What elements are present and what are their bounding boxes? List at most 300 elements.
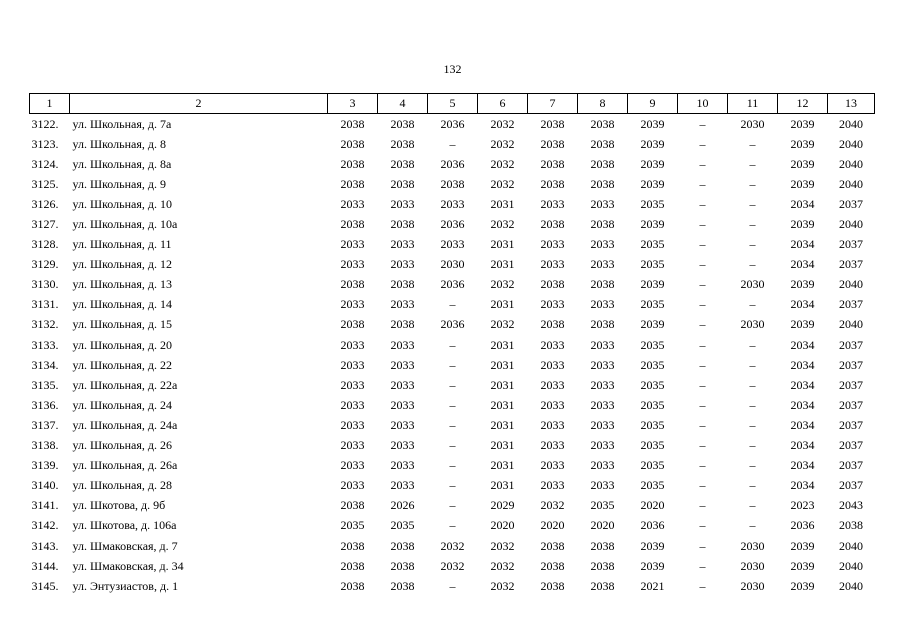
address-cell: ул. Шмаковская, д. 7 bbox=[72, 538, 178, 553]
value-cell: 2032 bbox=[490, 156, 515, 171]
value-cell: 2037 bbox=[839, 257, 863, 272]
value-cell: 2038 bbox=[540, 156, 565, 171]
value-cell: – bbox=[449, 498, 456, 513]
value-cell: 2037 bbox=[839, 377, 863, 392]
value-cell: – bbox=[749, 478, 756, 493]
value-cell: 2038 bbox=[540, 176, 565, 191]
value-cell: 2038 bbox=[390, 116, 415, 131]
address-cell: ул. Школьная, д. 10 bbox=[72, 196, 172, 211]
value-cell: 2037 bbox=[839, 478, 863, 493]
value-cell: 2033 bbox=[390, 196, 415, 211]
table-row bbox=[30, 576, 875, 596]
value-cell: 2039 bbox=[790, 156, 815, 171]
value-cell: 2033 bbox=[390, 397, 415, 412]
column-header-6: 6 bbox=[478, 94, 528, 114]
value-cell: 2038 bbox=[590, 277, 615, 292]
value-cell: 2034 bbox=[790, 337, 815, 352]
address-cell: ул. Школьная, д. 12 bbox=[72, 257, 172, 272]
column-header-10: 10 bbox=[678, 94, 728, 114]
table-row bbox=[30, 154, 875, 174]
value-cell: 2032 bbox=[490, 116, 515, 131]
table-row bbox=[30, 556, 875, 576]
value-cell: 2036 bbox=[790, 518, 815, 533]
value-cell: 2034 bbox=[790, 257, 815, 272]
value-cell: 2033 bbox=[590, 337, 615, 352]
value-cell: 2033 bbox=[590, 257, 615, 272]
table-row bbox=[30, 114, 875, 135]
value-cell: 2033 bbox=[540, 377, 565, 392]
value-cell: 2040 bbox=[839, 558, 863, 573]
value-cell: 2038 bbox=[340, 277, 365, 292]
value-cell: 2040 bbox=[839, 538, 863, 553]
value-cell: 2038 bbox=[540, 277, 565, 292]
row-number: 3125. bbox=[31, 176, 59, 191]
value-cell: 2032 bbox=[490, 176, 515, 191]
value-cell: 2033 bbox=[590, 237, 615, 252]
value-cell: 2038 bbox=[340, 317, 365, 332]
value-cell: 2038 bbox=[390, 136, 415, 151]
value-cell: 2033 bbox=[340, 357, 365, 372]
table-row bbox=[30, 395, 875, 415]
value-cell: 2032 bbox=[490, 317, 515, 332]
value-cell: 2040 bbox=[839, 136, 863, 151]
address-cell: ул. Шкотова, д. 106а bbox=[72, 518, 177, 533]
value-cell: 2038 bbox=[590, 558, 615, 573]
value-cell: 2037 bbox=[839, 297, 863, 312]
value-cell: 2040 bbox=[839, 317, 863, 332]
value-cell: 2033 bbox=[390, 237, 415, 252]
value-cell: – bbox=[699, 458, 706, 473]
value-cell: 2039 bbox=[640, 558, 665, 573]
row-number: 3136. bbox=[31, 397, 59, 412]
value-cell: 2038 bbox=[390, 176, 415, 191]
value-cell: 2033 bbox=[340, 237, 365, 252]
value-cell: – bbox=[699, 176, 706, 191]
row-number: 3128. bbox=[31, 237, 59, 252]
value-cell: – bbox=[699, 518, 706, 533]
value-cell: 2037 bbox=[839, 438, 863, 453]
value-cell: 2033 bbox=[440, 196, 465, 211]
value-cell: 2038 bbox=[340, 578, 365, 593]
address-cell: ул. Школьная, д. 24 bbox=[72, 397, 172, 412]
column-header-11: 11 bbox=[728, 94, 778, 114]
value-cell: 2030 bbox=[740, 116, 765, 131]
value-cell: 2038 bbox=[540, 317, 565, 332]
value-cell: 2039 bbox=[790, 116, 815, 131]
value-cell: 2040 bbox=[839, 176, 863, 191]
value-cell: – bbox=[749, 357, 756, 372]
table-row bbox=[30, 295, 875, 315]
value-cell: 2035 bbox=[640, 257, 665, 272]
column-header-4: 4 bbox=[378, 94, 428, 114]
value-cell: 2036 bbox=[440, 277, 465, 292]
value-cell: – bbox=[449, 578, 456, 593]
value-cell: 2033 bbox=[340, 438, 365, 453]
value-cell: 2039 bbox=[640, 317, 665, 332]
table-row bbox=[30, 235, 875, 255]
value-cell: – bbox=[699, 498, 706, 513]
row-number: 3123. bbox=[31, 136, 59, 151]
value-cell: 2020 bbox=[490, 518, 515, 533]
row-number: 3134. bbox=[31, 357, 59, 372]
value-cell: 2031 bbox=[490, 397, 515, 412]
value-cell: – bbox=[699, 196, 706, 211]
table-row bbox=[30, 315, 875, 335]
value-cell: – bbox=[449, 438, 456, 453]
value-cell: – bbox=[699, 337, 706, 352]
value-cell: 2038 bbox=[590, 538, 615, 553]
value-cell: 2033 bbox=[440, 237, 465, 252]
value-cell: 2039 bbox=[790, 176, 815, 191]
row-number: 3141. bbox=[31, 498, 59, 513]
table-row bbox=[30, 476, 875, 496]
value-cell: 2033 bbox=[590, 397, 615, 412]
value-cell: 2038 bbox=[390, 277, 415, 292]
value-cell: 2031 bbox=[490, 196, 515, 211]
address-cell: ул. Шмаковская, д. 34 bbox=[72, 558, 184, 573]
value-cell: 2038 bbox=[440, 176, 465, 191]
value-cell: – bbox=[749, 297, 756, 312]
value-cell: 2036 bbox=[440, 217, 465, 232]
value-cell: 2033 bbox=[590, 417, 615, 432]
value-cell: 2034 bbox=[790, 357, 815, 372]
value-cell: 2033 bbox=[340, 458, 365, 473]
value-cell: 2020 bbox=[540, 518, 565, 533]
value-cell: – bbox=[699, 136, 706, 151]
row-number: 3144. bbox=[31, 558, 59, 573]
value-cell: 2035 bbox=[390, 518, 415, 533]
value-cell: 2034 bbox=[790, 438, 815, 453]
table-row bbox=[30, 355, 875, 375]
address-cell: ул. Школьная, д. 24а bbox=[72, 417, 178, 432]
table-row bbox=[30, 174, 875, 194]
value-cell: 2033 bbox=[590, 478, 615, 493]
value-cell: 2038 bbox=[590, 578, 615, 593]
value-cell: 2037 bbox=[839, 458, 863, 473]
value-cell: – bbox=[749, 217, 756, 232]
table-row bbox=[30, 436, 875, 456]
value-cell: 2039 bbox=[640, 538, 665, 553]
value-cell: 2033 bbox=[390, 357, 415, 372]
value-cell: 2038 bbox=[390, 558, 415, 573]
row-number: 3135. bbox=[31, 377, 59, 392]
value-cell: 2031 bbox=[490, 237, 515, 252]
table-row bbox=[30, 516, 875, 536]
value-cell: 2036 bbox=[440, 317, 465, 332]
value-cell: 2040 bbox=[839, 217, 863, 232]
value-cell: – bbox=[699, 417, 706, 432]
value-cell: 2033 bbox=[390, 257, 415, 272]
value-cell: – bbox=[749, 156, 756, 171]
value-cell: 2034 bbox=[790, 237, 815, 252]
value-cell: 2035 bbox=[640, 438, 665, 453]
column-header-7: 7 bbox=[528, 94, 578, 114]
value-cell: 2033 bbox=[540, 196, 565, 211]
value-cell: – bbox=[749, 458, 756, 473]
value-cell: 2038 bbox=[340, 136, 365, 151]
value-cell: 2035 bbox=[640, 196, 665, 211]
table-row bbox=[30, 335, 875, 355]
address-cell: ул. Школьная, д. 22 bbox=[72, 357, 172, 372]
value-cell: 2033 bbox=[590, 377, 615, 392]
value-cell: – bbox=[699, 478, 706, 493]
value-cell: 2033 bbox=[590, 297, 615, 312]
value-cell: 2033 bbox=[390, 297, 415, 312]
value-cell: 2031 bbox=[490, 417, 515, 432]
value-cell: 2032 bbox=[440, 538, 465, 553]
row-number: 3129. bbox=[31, 257, 59, 272]
value-cell: 2032 bbox=[490, 558, 515, 573]
value-cell: 2038 bbox=[540, 558, 565, 573]
table-row bbox=[30, 415, 875, 435]
value-cell: 2034 bbox=[790, 196, 815, 211]
value-cell: 2033 bbox=[340, 478, 365, 493]
address-cell: ул. Школьная, д. 9 bbox=[72, 176, 166, 191]
value-cell: – bbox=[699, 558, 706, 573]
value-cell: 2037 bbox=[839, 357, 863, 372]
value-cell: 2032 bbox=[490, 538, 515, 553]
value-cell: 2032 bbox=[490, 277, 515, 292]
value-cell: 2033 bbox=[540, 237, 565, 252]
value-cell: 2038 bbox=[390, 578, 415, 593]
table-row bbox=[30, 536, 875, 556]
column-header-8: 8 bbox=[578, 94, 628, 114]
value-cell: – bbox=[699, 357, 706, 372]
value-cell: 2031 bbox=[490, 438, 515, 453]
value-cell: 2032 bbox=[490, 217, 515, 232]
value-cell: 2038 bbox=[590, 317, 615, 332]
value-cell: 2032 bbox=[490, 136, 515, 151]
value-cell: 2038 bbox=[590, 176, 615, 191]
value-cell: 2030 bbox=[740, 538, 765, 553]
value-cell: 2033 bbox=[540, 297, 565, 312]
row-number: 3138. bbox=[31, 438, 59, 453]
value-cell: 2033 bbox=[590, 438, 615, 453]
value-cell: 2039 bbox=[640, 176, 665, 191]
value-cell: 2033 bbox=[340, 377, 365, 392]
value-cell: – bbox=[749, 417, 756, 432]
address-cell: ул. Школьная, д. 10а bbox=[72, 217, 178, 232]
value-cell: – bbox=[749, 377, 756, 392]
address-cell: ул. Школьная, д. 11 bbox=[72, 237, 172, 252]
value-cell: – bbox=[699, 237, 706, 252]
value-cell: 2033 bbox=[390, 438, 415, 453]
value-cell: – bbox=[699, 277, 706, 292]
value-cell: – bbox=[749, 397, 756, 412]
value-cell: 2023 bbox=[790, 498, 815, 513]
value-cell: – bbox=[699, 438, 706, 453]
value-cell: 2038 bbox=[590, 156, 615, 171]
value-cell: – bbox=[699, 317, 706, 332]
value-cell: 2038 bbox=[540, 217, 565, 232]
value-cell: 2037 bbox=[839, 397, 863, 412]
column-header-12: 12 bbox=[778, 94, 828, 114]
value-cell: – bbox=[699, 538, 706, 553]
row-number: 3126. bbox=[31, 196, 59, 211]
value-cell: 2037 bbox=[839, 196, 863, 211]
value-cell: – bbox=[699, 217, 706, 232]
value-cell: – bbox=[449, 297, 456, 312]
value-cell: 2039 bbox=[640, 116, 665, 131]
value-cell: 2033 bbox=[340, 397, 365, 412]
row-number: 3132. bbox=[31, 317, 59, 332]
value-cell: 2030 bbox=[740, 317, 765, 332]
value-cell: 2033 bbox=[590, 458, 615, 473]
value-cell: 2030 bbox=[740, 578, 765, 593]
value-cell: 2039 bbox=[640, 156, 665, 171]
value-cell: – bbox=[449, 458, 456, 473]
address-cell: ул. Школьная, д. 13 bbox=[72, 277, 172, 292]
column-header-5: 5 bbox=[428, 94, 478, 114]
value-cell: 2036 bbox=[440, 156, 465, 171]
value-cell: – bbox=[449, 357, 456, 372]
value-cell: 2031 bbox=[490, 458, 515, 473]
value-cell: 2035 bbox=[640, 417, 665, 432]
value-cell: 2038 bbox=[340, 116, 365, 131]
data-table bbox=[29, 93, 875, 596]
address-cell: ул. Школьная, д. 28 bbox=[72, 478, 172, 493]
value-cell: 2037 bbox=[839, 337, 863, 352]
value-cell: 2033 bbox=[390, 417, 415, 432]
value-cell: – bbox=[749, 136, 756, 151]
value-cell: 2038 bbox=[540, 116, 565, 131]
value-cell: 2034 bbox=[790, 417, 815, 432]
value-cell: 2033 bbox=[540, 337, 565, 352]
row-number: 3145. bbox=[31, 578, 59, 593]
value-cell: – bbox=[749, 237, 756, 252]
table-row bbox=[30, 496, 875, 516]
table-body bbox=[30, 114, 875, 597]
column-header-9: 9 bbox=[628, 94, 678, 114]
value-cell: 2032 bbox=[540, 498, 565, 513]
value-cell: 2038 bbox=[390, 156, 415, 171]
value-cell: 2033 bbox=[590, 357, 615, 372]
value-cell: – bbox=[749, 337, 756, 352]
value-cell: 2039 bbox=[790, 217, 815, 232]
value-cell: 2030 bbox=[740, 277, 765, 292]
value-cell: 2036 bbox=[440, 116, 465, 131]
value-cell: 2029 bbox=[490, 498, 515, 513]
column-header-3: 3 bbox=[328, 94, 378, 114]
row-number: 3133. bbox=[31, 337, 59, 352]
column-header-2: 2 bbox=[70, 94, 328, 114]
row-number: 3131. bbox=[31, 297, 59, 312]
column-header-13: 13 bbox=[828, 94, 875, 114]
value-cell: 2035 bbox=[640, 458, 665, 473]
value-cell: 2035 bbox=[640, 297, 665, 312]
row-number: 3143. bbox=[31, 538, 59, 553]
value-cell: 2040 bbox=[839, 277, 863, 292]
value-cell: 2035 bbox=[640, 237, 665, 252]
value-cell: 2035 bbox=[340, 518, 365, 533]
value-cell: – bbox=[699, 578, 706, 593]
value-cell: 2032 bbox=[490, 578, 515, 593]
value-cell: – bbox=[749, 498, 756, 513]
value-cell: – bbox=[449, 337, 456, 352]
table-row bbox=[30, 134, 875, 154]
value-cell: 2035 bbox=[640, 397, 665, 412]
row-number: 3137. bbox=[31, 417, 59, 432]
address-cell: ул. Школьная, д. 14 bbox=[72, 297, 172, 312]
row-number: 3127. bbox=[31, 217, 59, 232]
value-cell: 2034 bbox=[790, 377, 815, 392]
value-cell: 2034 bbox=[790, 478, 815, 493]
value-cell: 2039 bbox=[790, 538, 815, 553]
value-cell: 2036 bbox=[640, 518, 665, 533]
value-cell: 2031 bbox=[490, 377, 515, 392]
row-number: 3142. bbox=[31, 518, 59, 533]
value-cell: 2033 bbox=[340, 297, 365, 312]
value-cell: 2033 bbox=[540, 257, 565, 272]
value-cell: 2033 bbox=[340, 417, 365, 432]
value-cell: – bbox=[699, 116, 706, 131]
value-cell: 2033 bbox=[540, 478, 565, 493]
header-row bbox=[30, 94, 875, 114]
value-cell: 2038 bbox=[390, 538, 415, 553]
value-cell: 2038 bbox=[340, 538, 365, 553]
value-cell: – bbox=[749, 438, 756, 453]
value-cell: 2031 bbox=[490, 357, 515, 372]
table-row bbox=[30, 375, 875, 395]
value-cell: 2035 bbox=[640, 478, 665, 493]
value-cell: 2033 bbox=[390, 458, 415, 473]
table-row bbox=[30, 456, 875, 476]
value-cell: 2026 bbox=[390, 498, 415, 513]
value-cell: 2037 bbox=[839, 417, 863, 432]
value-cell: 2033 bbox=[540, 458, 565, 473]
value-cell: 2038 bbox=[340, 176, 365, 191]
value-cell: 2031 bbox=[490, 297, 515, 312]
table-row bbox=[30, 275, 875, 295]
value-cell: – bbox=[449, 417, 456, 432]
value-cell: 2039 bbox=[790, 317, 815, 332]
value-cell: – bbox=[449, 136, 456, 151]
value-cell: 2033 bbox=[540, 417, 565, 432]
value-cell: 2033 bbox=[390, 377, 415, 392]
value-cell: 2038 bbox=[390, 217, 415, 232]
value-cell: 2038 bbox=[540, 136, 565, 151]
value-cell: 2033 bbox=[340, 337, 365, 352]
value-cell: 2035 bbox=[640, 377, 665, 392]
value-cell: – bbox=[749, 176, 756, 191]
value-cell: 2033 bbox=[340, 257, 365, 272]
value-cell: 2043 bbox=[839, 498, 863, 513]
value-cell: 2039 bbox=[790, 558, 815, 573]
table-row bbox=[30, 194, 875, 214]
value-cell: – bbox=[449, 518, 456, 533]
value-cell: 2038 bbox=[340, 156, 365, 171]
value-cell: 2039 bbox=[790, 578, 815, 593]
row-number: 3139. bbox=[31, 458, 59, 473]
table-row bbox=[30, 214, 875, 234]
value-cell: 2038 bbox=[590, 217, 615, 232]
value-cell: 2034 bbox=[790, 297, 815, 312]
address-cell: ул. Школьная, д. 7а bbox=[72, 116, 172, 131]
value-cell: 2034 bbox=[790, 458, 815, 473]
value-cell: 2039 bbox=[640, 277, 665, 292]
row-number: 3130. bbox=[31, 277, 59, 292]
address-cell: ул. Школьная, д. 8 bbox=[72, 136, 166, 151]
value-cell: – bbox=[699, 397, 706, 412]
value-cell: 2038 bbox=[340, 498, 365, 513]
address-cell: ул. Шкотова, д. 9б bbox=[72, 498, 166, 513]
value-cell: 2034 bbox=[790, 397, 815, 412]
value-cell: 2038 bbox=[590, 116, 615, 131]
value-cell: 2032 bbox=[440, 558, 465, 573]
value-cell: 2021 bbox=[640, 578, 665, 593]
value-cell: 2038 bbox=[540, 538, 565, 553]
value-cell: – bbox=[699, 156, 706, 171]
